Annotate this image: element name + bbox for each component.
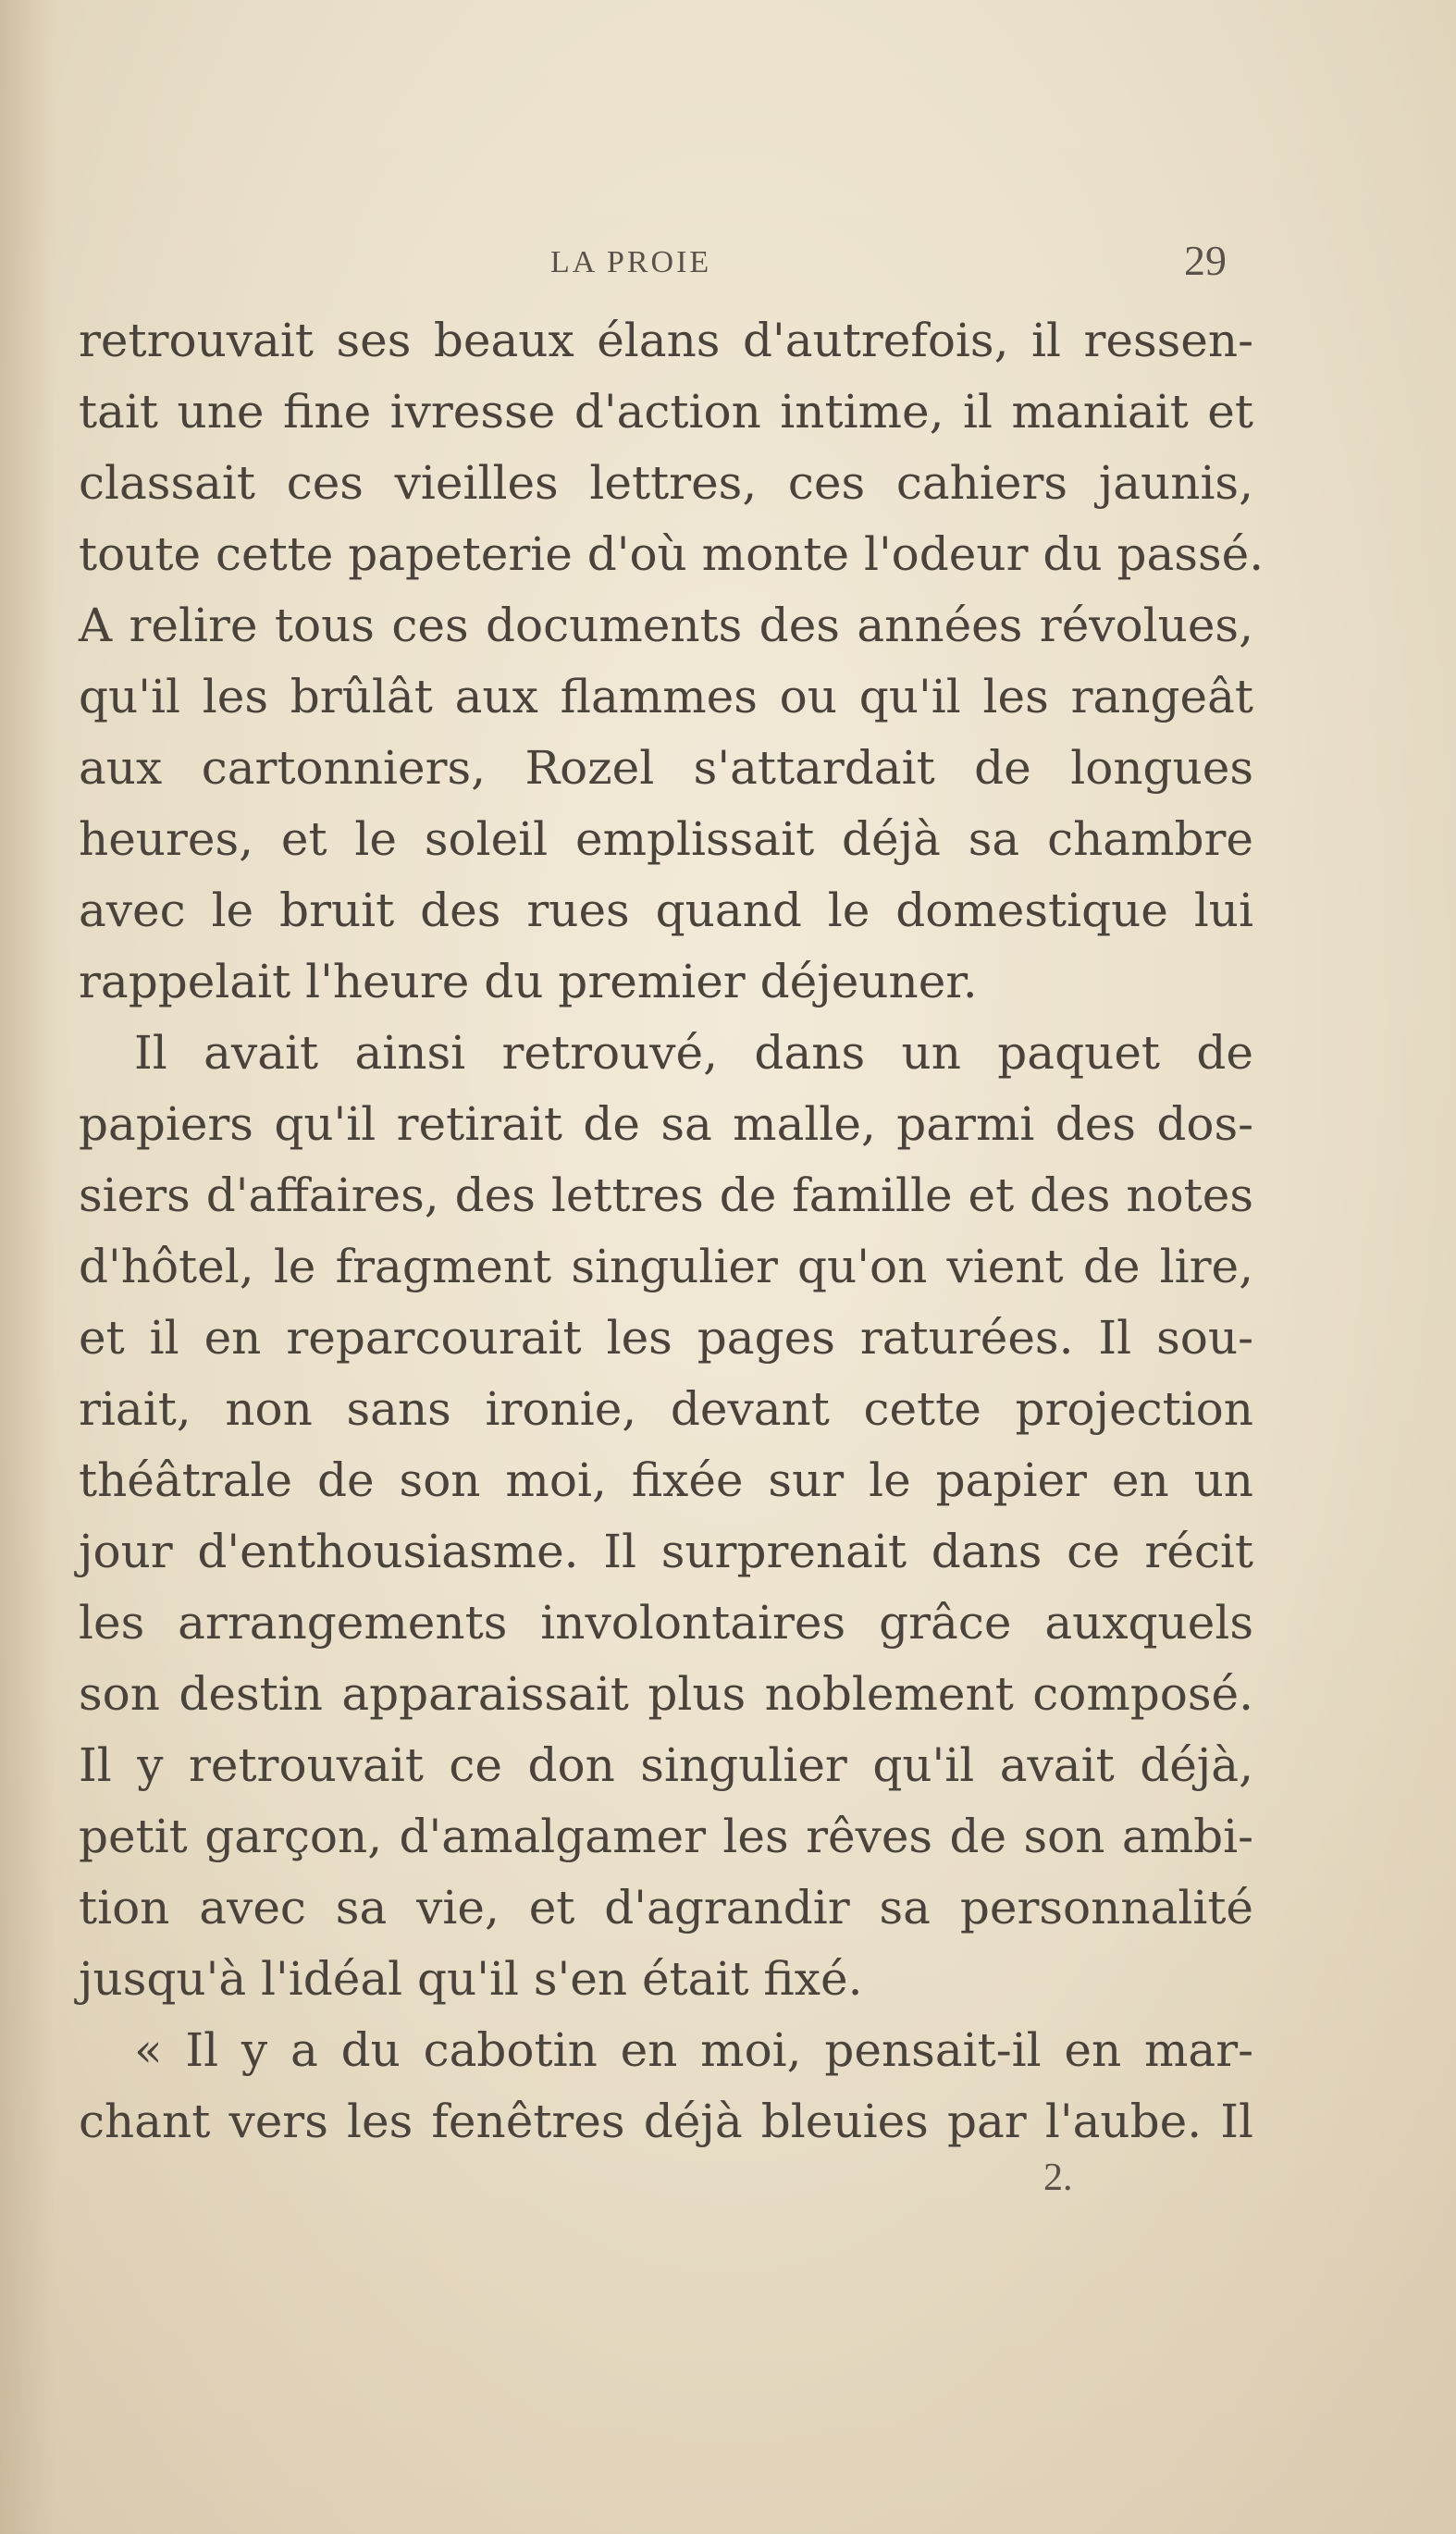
text-line: A relire tous ces documents des années révolues,: [79, 599, 1253, 652]
text-line: classait ces vieilles lettres, ces cahiers jaunis,: [79, 456, 1253, 510]
text-line: aux cartonniers, Rozel s'attardait de longues: [79, 741, 1253, 795]
text-line: jour d'enthousiasme. Il surprenait dans ce récit: [79, 1525, 1253, 1578]
text-line: Il avait ainsi retrouvé, dans un paquet de: [134, 1026, 1253, 1080]
text-line: tait une fine ivresse d'action intime, il maniait et: [79, 385, 1253, 439]
gutter-shadow: [0, 0, 56, 2534]
text-line: petit garçon, d'amalgamer les rêves de son ambi-: [79, 1810, 1253, 1863]
text-line: chant vers les fenêtres déjà bleuies par l'aube. Il: [79, 2095, 1253, 2148]
signature-mark: 2.: [1043, 2157, 1073, 2199]
text-line: riait, non sans ironie, devant cette projection: [79, 1382, 1253, 1436]
page-number: 29: [1184, 237, 1227, 284]
text-line: avec le bruit des rues quand le domestique lui: [79, 884, 1253, 937]
text-line: d'hôtel, le fragment singulier qu'on vient de lire,: [79, 1240, 1253, 1293]
running-title: LA PROIE: [550, 245, 712, 279]
text-line: siers d'affaires, des lettres de famille et des notes: [79, 1168, 1253, 1222]
text-line: les arrangements involontaires grâce auxquels: [79, 1596, 1253, 1650]
text-line: heures, et le soleil emplissait déjà sa chambre: [79, 812, 1253, 866]
text-line: rappelait l'heure du premier déjeuner.: [79, 955, 978, 1008]
text-line: tion avec sa vie, et d'agrandir sa personnalité: [79, 1881, 1253, 1934]
text-line: et il en reparcourait les pages raturées. Il sou-: [79, 1311, 1253, 1365]
text-line: son destin apparaissait plus noblement composé.: [79, 1667, 1253, 1721]
text-line: retrouvait ses beaux élans d'autrefois, il ressen-: [79, 314, 1253, 367]
body-text: [79, 305, 1265, 2157]
text-line: « Il y a du cabotin en moi, pensait-il en mar-: [134, 2023, 1253, 2077]
text-line: toute cette papeterie d'où monte l'odeur du passé.: [79, 527, 1265, 581]
text-line: théâtrale de son moi, fixée sur le papier en un: [79, 1453, 1253, 1507]
text-line: Il y retrouvait ce don singulier qu'il avait déjà,: [79, 1738, 1253, 1792]
text-line: qu'il les brûlât aux flammes ou qu'il les rangeât: [79, 670, 1253, 723]
text-line: jusqu'à l'idéal qu'il s'en était fixé.: [79, 1952, 863, 2006]
page-header: [0, 236, 1456, 291]
text-line: papiers qu'il retirait de sa malle, parmi des dos-: [79, 1097, 1253, 1151]
